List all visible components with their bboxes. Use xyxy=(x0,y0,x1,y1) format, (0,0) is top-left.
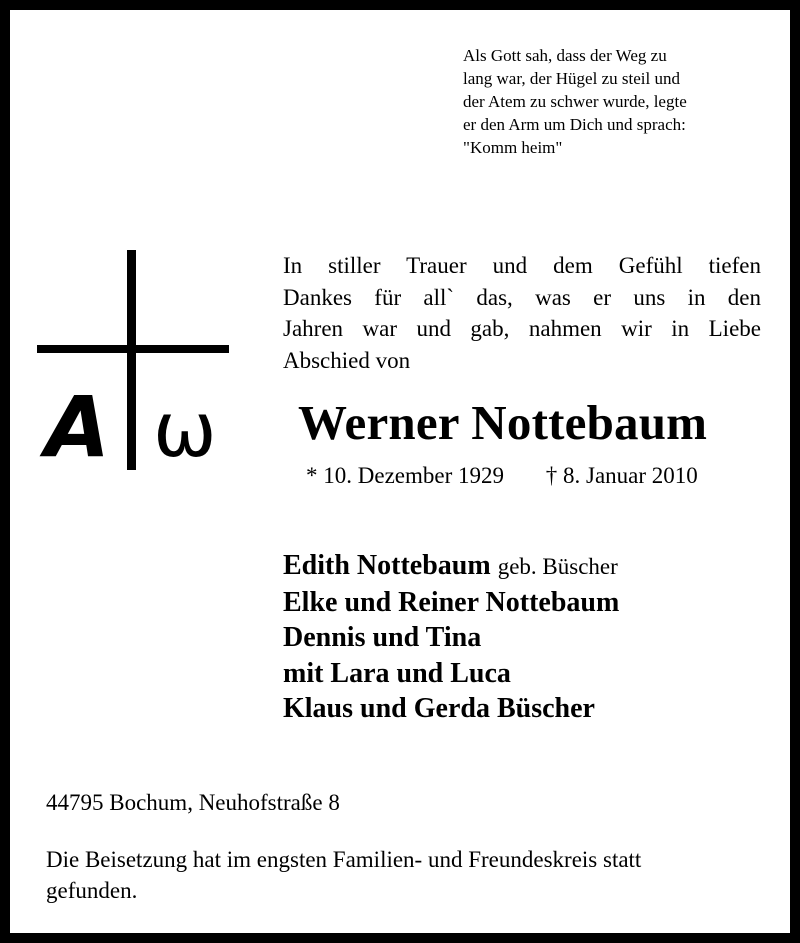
family-member: Dennis und Tina xyxy=(283,622,482,653)
intro-line: Abschied von xyxy=(283,347,411,373)
intro-line: Jahren war und gab, nahmen wir in Liebe xyxy=(283,316,761,341)
maiden-name-note: geb. Büscher xyxy=(497,554,618,579)
poem xyxy=(463,44,773,159)
intro-line: In stiller Trauer und dem Gefühl tiefen xyxy=(283,253,761,278)
alpha-omega-cross-icon xyxy=(35,248,235,473)
intro-line: Dankes für all` das, was er uns in den xyxy=(283,284,761,310)
burial-line: gefunden. xyxy=(46,878,138,903)
burial-note xyxy=(46,844,786,906)
cross-vertical-bar xyxy=(127,250,136,470)
family-member: Klaus und Gerda Büscher xyxy=(283,693,595,724)
poem-line: lang war, der Hügel zu steil und xyxy=(463,69,680,88)
poem-line: der Atem zu schwer wurde, legte xyxy=(463,92,687,111)
poem-line: "Komm heim" xyxy=(463,138,563,157)
family-list xyxy=(283,548,619,727)
address: 44795 Bochum, Neuhofstraße 8 xyxy=(46,790,340,815)
intro-text xyxy=(283,250,761,376)
poem-line: Als Gott sah, dass der Weg zu xyxy=(463,46,667,65)
birth-date: * 10. Dezember 1929 xyxy=(306,463,504,488)
burial-line: Die Beisetzung hat im engsten Familien- und Freundeskreis statt xyxy=(46,847,642,872)
family-member xyxy=(283,548,619,585)
poem-line: er den Arm um Dich und sprach: xyxy=(463,115,686,134)
deceased-name: Werner Nottebaum xyxy=(298,395,708,450)
cross-horizontal-bar xyxy=(37,345,229,353)
family-member: Elke und Reiner Nottebaum xyxy=(283,586,620,618)
family-member: mit Lara und Luca xyxy=(283,657,511,689)
life-dates xyxy=(306,463,698,489)
alpha-letter: A xyxy=(45,378,111,473)
death-date: † 8. Januar 2010 xyxy=(545,463,698,488)
family-member-name: Edith Nottebaum xyxy=(283,550,491,581)
omega-letter: ω xyxy=(153,385,217,473)
